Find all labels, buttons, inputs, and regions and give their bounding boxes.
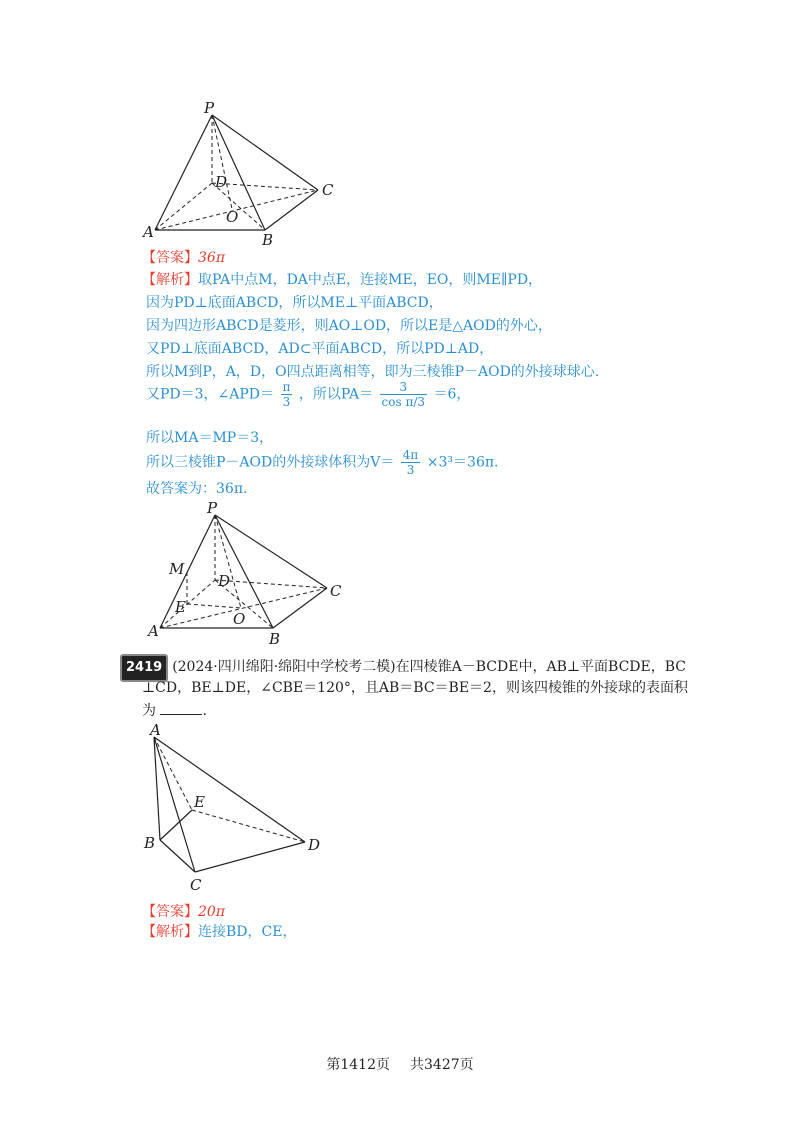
fraction-4pi-3 [401,448,421,477]
label-m: M [169,560,185,578]
frac-num: 3 [380,380,427,395]
label-o: O [226,208,239,226]
page-footer [0,1054,800,1074]
solution-1-line-6 [146,380,470,409]
label-b: B [144,834,156,852]
answer-value: 36π [198,250,226,266]
solution-tag: 【解析】 [142,272,198,288]
edge-be [160,810,192,840]
fraction-3-cos [380,380,427,409]
figure-pyramid-2 [145,500,355,650]
solution-1-line-4: 又PD⊥底面ABCD，AD⊂平面ABCD，所以PD⊥AD， [146,341,494,357]
fraction-pi-3 [281,380,293,409]
label-o: O [233,610,246,628]
edge-ed [192,810,305,842]
question-text: (2024·四川绵阳·绵阳中学校考二模)在四棱锥A－BCDE中，AB⊥平面BCDE，BC [172,659,686,675]
text-segment: ，所以PA＝ [298,386,374,403]
edge-pc [212,115,318,190]
label-p: P [207,499,218,517]
answer-2 [142,901,225,921]
answer-value: 20π [198,904,226,920]
solution-text: 连接BD，CE， [198,924,297,940]
label-b: B [269,630,281,648]
edge-ac [154,737,195,872]
solution-1-line-8 [146,448,499,477]
frac-den: 3 [406,463,415,477]
solution-1-line-7: 所以MA＝MP＝3， [146,430,274,446]
text-segment: ＝6， [433,386,471,403]
edge-dc [212,183,318,190]
label-d: D [218,572,231,590]
text-segment: ×3³＝36π. [426,454,499,471]
label-d: D [308,836,321,854]
edge-po [212,115,232,209]
solution-1-line-9: 故答案为：36π. [146,481,248,497]
segment-eo [187,604,241,608]
frac-den: 3 [282,395,291,409]
solution-text: 取PA中点M，DA中点E，连接ME，EO，则ME∥PD， [198,272,543,288]
answer-1 [142,247,225,267]
answer-tag: 【答案】 [142,904,198,920]
label-b: B [262,231,274,249]
label-e: E [175,598,186,616]
question-text: 为 [142,703,156,719]
text-segment: 又PD＝3，∠APD＝ [146,386,275,403]
label-d: D [215,173,228,191]
solution-tag: 【解析】 [142,924,198,940]
frac-num: π [282,380,291,394]
edge-bc [273,588,327,628]
label-e: E [194,793,205,811]
solution-1-line-5: 所以M到P，A，D，O四点距离相等，即为三棱锥P－AOD的外接球球心. [146,364,600,380]
edge-pa [155,115,212,230]
figure-pyramid-1 [140,95,340,250]
label-a: A [150,721,161,739]
question-line-3 [142,700,207,722]
page-number: 第1412页 [326,1057,390,1073]
edge-cd [195,842,305,872]
edge-ad [154,737,305,842]
label-a: A [148,622,159,640]
figure-pyramid-3 [140,722,330,897]
answer-blank [160,702,202,715]
edge-dc [215,580,327,588]
solution-1-line-1 [142,270,542,290]
label-a: A [143,223,154,241]
question-number-badge: 2419 [120,654,168,682]
question-line-2: ⊥CD，BE⊥DE，∠CBE＝120°，且AB＝BC＝BE＝2，则该四棱锥的外接球的表面积 [142,680,688,696]
question-text: . [202,703,207,719]
solution-2 [142,922,296,942]
answer-tag: 【答案】 [142,250,198,266]
label-c: C [330,582,342,600]
text-segment: 所以三棱锥P－AOD的外接球体积为V＝ [146,454,395,471]
label-p: P [204,99,215,117]
edge-pc [215,515,327,588]
solution-1-line-2: 因为PD⊥底面ABCD，所以ME⊥平面ABCD， [146,295,443,311]
frac-num: 4π [402,448,419,462]
label-c: C [190,876,202,894]
solution-1-line-3: 因为四边形ABCD是菱形，则AO⊥OD，所以E是△AOD的外心， [146,318,552,334]
page-total: 共3427页 [410,1057,474,1073]
label-c: C [322,181,334,199]
frac-den: cos π/3 [381,395,426,409]
